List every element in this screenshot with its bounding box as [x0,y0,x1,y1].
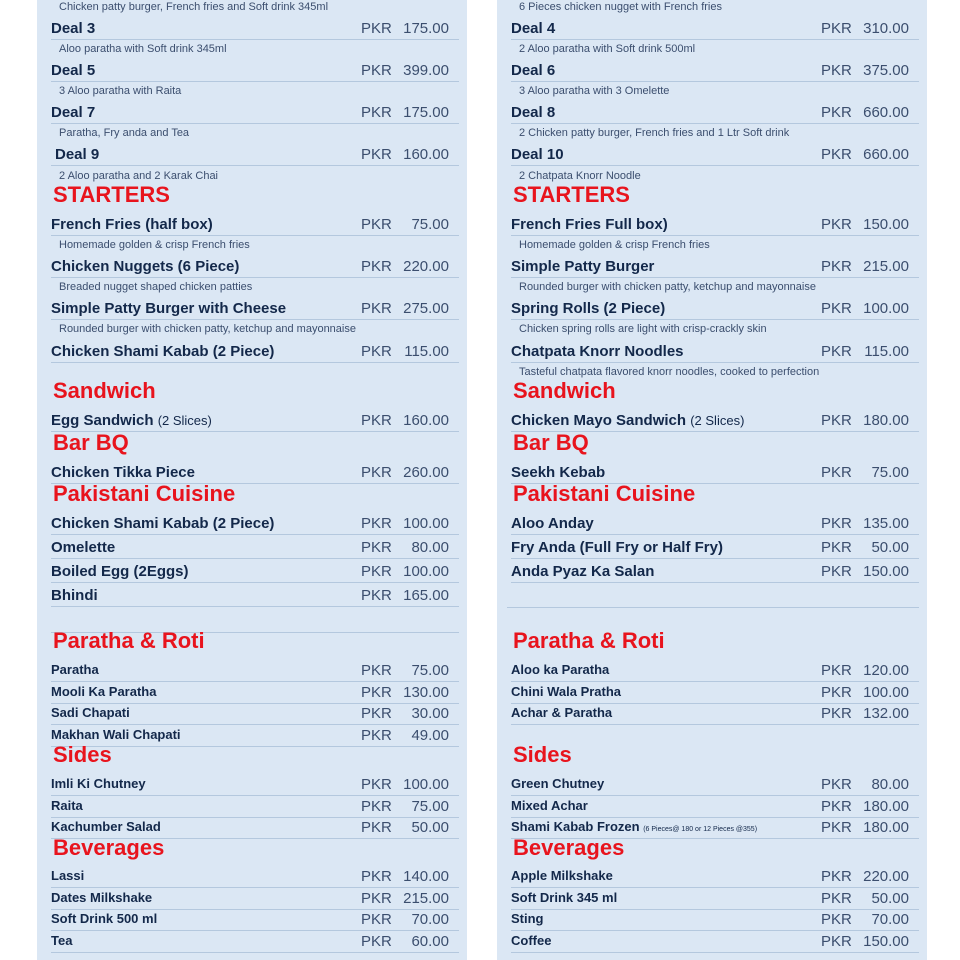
item-price: 180.00 [863,798,909,815]
currency-label: PKR [361,412,392,429]
item-price: 75.00 [871,464,909,481]
item-price: 215.00 [403,890,449,907]
menu-item-row [511,214,919,236]
item-name: Chini Wala Pratha [511,684,622,699]
item-name: Mooli Ka Paratha [51,684,157,699]
menu-item-row [511,682,919,704]
item-price: 275.00 [403,300,449,317]
section-title-sides: Sides [513,742,572,767]
menu-item-row [511,660,919,682]
section-title-barbq: Bar BQ [53,430,129,455]
currency-label: PKR [361,62,392,79]
menu-item-row [51,660,459,682]
item-name: Chicken Shami Kabab (2 Piece) [51,343,275,360]
item-name: Paratha [51,662,99,677]
row-divider [51,277,459,278]
menu-item-row [51,214,459,236]
item-price: 260.00 [403,464,449,481]
item-price: 75.00 [411,216,449,233]
section-title-beverages: Beverages [53,835,165,860]
menu-item-row [511,888,919,910]
currency-label: PKR [361,933,392,950]
item-price: 175.00 [403,104,449,121]
currency-label: PKR [361,911,392,928]
currency-label: PKR [821,819,852,836]
item-price: 160.00 [403,146,449,163]
row-divider [51,319,459,320]
item-name: Chicken Mayo Sandwich (2 Slices) [511,412,745,429]
row-divider [511,952,919,953]
menu-item-row [51,909,459,931]
menu-item-row [51,561,459,583]
row-divider [51,39,459,40]
menu-item-row [51,60,459,82]
menu-item-row [511,703,919,725]
row-divider [511,724,919,725]
item-price: 60.00 [411,933,449,950]
item-price: 100.00 [863,300,909,317]
menu-item-row [51,341,459,363]
currency-label: PKR [821,20,852,37]
menu-item-row [51,725,459,747]
menu-item-row [511,513,919,535]
section-title-starters: STARTERS [53,182,170,207]
currency-label: PKR [821,539,852,556]
section-title-sandwich: Sandwich [513,378,616,403]
menu-item-row [511,60,919,82]
item-price: 120.00 [863,662,909,679]
row-divider [511,81,919,82]
item-name: Sadi Chapati [51,705,130,720]
item-price: 150.00 [863,933,909,950]
row-divider [51,165,459,166]
menu-item-row [51,298,459,320]
item-description: Tasteful chatpata flavored knorr noodles, cooked to perfection [519,366,820,378]
item-price: 80.00 [411,539,449,556]
item-price: 70.00 [871,911,909,928]
currency-label: PKR [821,662,852,679]
section-title-sides: Sides [53,742,112,767]
item-price: 660.00 [863,146,909,163]
currency-label: PKR [361,464,392,481]
currency-label: PKR [821,798,852,815]
menu-item-row [51,888,459,910]
menu-item-row [51,585,459,607]
item-name: Omelette [51,539,116,556]
currency-label: PKR [821,216,852,233]
item-name: Imli Ki Chutney [51,776,146,791]
item-name: Deal 5 [51,62,96,79]
menu-item-row [511,341,919,363]
item-description: Aloo paratha with Soft drink 345ml [59,43,227,55]
item-price: 150.00 [863,216,909,233]
item-name: Fry Anda (Full Fry or Half Fry) [511,539,723,556]
currency-label: PKR [361,258,392,275]
currency-label: PKR [821,300,852,317]
item-name: Deal 7 [51,104,96,121]
currency-label: PKR [821,343,852,360]
row-divider [511,165,919,166]
menu-column-right [497,0,927,960]
row-divider [511,558,919,559]
row-divider [51,362,459,363]
row-divider [51,558,459,559]
currency-label: PKR [821,146,852,163]
item-price: 375.00 [863,62,909,79]
currency-label: PKR [361,798,392,815]
currency-label: PKR [821,412,852,429]
item-name: Soft Drink 345 ml [511,890,618,905]
item-description: Chicken patty burger, French fries and Soft drink 345ml [59,1,329,13]
item-price: 132.00 [863,705,909,722]
item-name: Deal 6 [511,62,556,79]
item-price: 49.00 [411,727,449,744]
section-title-paratha: Paratha & Roti [513,628,665,653]
currency-label: PKR [361,20,392,37]
row-divider [51,606,459,607]
item-description: Paratha, Fry anda and Tea [59,127,190,139]
currency-label: PKR [821,776,852,793]
menu-item-row [51,866,459,888]
item-price: 50.00 [411,819,449,836]
menu-item-row [511,144,919,166]
item-name: Chicken Nuggets (6 Piece) [51,258,240,275]
item-description: Homemade golden & crisp French fries [59,239,250,251]
item-price: 135.00 [863,515,909,532]
item-price: 310.00 [863,20,909,37]
item-description: Chicken spring rolls are light with crisp-crackly skin [519,323,767,335]
currency-label: PKR [361,146,392,163]
row-divider [511,534,919,535]
item-name: Soft Drink 500 ml [51,911,158,926]
currency-label: PKR [361,819,392,836]
menu-item-row [511,537,919,559]
item-price: 160.00 [403,412,449,429]
item-name: Sting [511,911,544,926]
item-price: 50.00 [871,890,909,907]
item-price: 50.00 [871,539,909,556]
item-name: Deal 3 [51,20,96,37]
item-price: 399.00 [403,62,449,79]
item-name: Makhan Wali Chapati [51,727,181,742]
item-note: (2 Slices) [690,413,745,428]
section-title-barbq: Bar BQ [513,430,589,455]
item-name: Deal 9 [55,146,100,163]
menu-item-row [51,703,459,725]
menu-item-row [511,410,919,432]
section-title-beverages: Beverages [513,835,625,860]
row-divider [511,277,919,278]
menu-item-row [511,102,919,124]
item-name: Simple Patty Burger with Cheese [51,300,287,317]
currency-label: PKR [821,464,852,481]
item-price: 150.00 [863,563,909,580]
currency-label: PKR [821,933,852,950]
row-divider [51,123,459,124]
menu-item-row [51,102,459,124]
item-price: 100.00 [403,515,449,532]
item-name: Bhindi [51,587,98,604]
item-price: 215.00 [863,258,909,275]
row-divider [511,235,919,236]
currency-label: PKR [821,258,852,275]
row-divider [51,534,459,535]
item-name: Achar & Paratha [511,705,613,720]
item-description: 3 Aloo paratha with Raita [59,85,182,97]
menu-item-row [511,774,919,796]
item-price: 80.00 [871,776,909,793]
item-price: 660.00 [863,104,909,121]
row-divider [51,746,459,747]
currency-label: PKR [361,216,392,233]
item-note: (6 Pieces@ 180 or 12 Pieces @355) [643,826,758,833]
currency-label: PKR [821,104,852,121]
item-name: Kachumber Salad [51,819,161,834]
item-name: Chatpata Knorr Noodles [511,343,684,360]
currency-label: PKR [361,868,392,885]
item-description: Breaded nugget shaped chicken patties [59,281,253,293]
menu-column-left [37,0,467,960]
currency-label: PKR [821,890,852,907]
item-price: 100.00 [403,563,449,580]
item-price: 75.00 [411,662,449,679]
item-name: Apple Milkshake [511,868,613,883]
item-name: Coffee [511,933,552,948]
menu-item-row [511,909,919,931]
menu-item-row [51,931,459,953]
section-divider [507,607,919,608]
menu-item-row [511,18,919,40]
item-name: Spring Rolls (2 Piece) [511,300,666,317]
currency-label: PKR [361,684,392,701]
currency-label: PKR [821,563,852,580]
item-name: Lassi [51,868,85,883]
item-name: Simple Patty Burger [511,258,655,275]
menu-item-row [51,537,459,559]
section-title-pakistani: Pakistani Cuisine [513,481,696,506]
item-price: 140.00 [403,868,449,885]
item-name: Chicken Tikka Piece [51,464,195,481]
currency-label: PKR [821,705,852,722]
item-description: Homemade golden & crisp French fries [519,239,710,251]
currency-label: PKR [361,705,392,722]
item-price: 175.00 [403,20,449,37]
row-divider [511,319,919,320]
row-divider [51,81,459,82]
menu-item-row [51,144,459,166]
row-divider [511,39,919,40]
currency-label: PKR [361,662,392,679]
item-name: Mixed Achar [511,798,588,813]
menu-item-row [511,256,919,278]
menu-item-row [51,682,459,704]
menu-item-row [511,561,919,583]
row-divider [511,582,919,583]
item-name: Aloo ka Paratha [511,662,610,677]
item-name: Boiled Egg (2Eggs) [51,563,189,580]
currency-label: PKR [361,890,392,907]
menu-item-row [51,256,459,278]
item-name: Green Chutney [511,776,605,791]
menu-item-row [511,931,919,953]
row-divider [511,123,919,124]
currency-label: PKR [361,343,392,360]
item-description: 2 Chicken patty burger, French fries and 1 Ltr Soft drink [519,127,790,139]
menu-item-row [51,796,459,818]
item-price: 75.00 [411,798,449,815]
menu-item-row [511,866,919,888]
item-price: 180.00 [863,412,909,429]
currency-label: PKR [361,563,392,580]
item-name: Aloo Anday [511,515,594,532]
item-name: French Fries Full box) [511,216,668,233]
item-description: Rounded burger with chicken patty, ketchup and mayonnaise [519,281,816,293]
item-price: 220.00 [403,258,449,275]
item-description: 6 Pieces chicken nugget with French fries [519,1,722,13]
item-name: Raita [51,798,83,813]
item-price: 115.00 [864,343,909,360]
menu-item-row [51,513,459,535]
item-description: 2 Aloo paratha and 2 Karak Chai [59,170,219,182]
currency-label: PKR [361,727,392,744]
currency-label: PKR [361,776,392,793]
section-title-sandwich: Sandwich [53,378,156,403]
row-divider [51,952,459,953]
item-name: French Fries (half box) [51,216,213,233]
currency-label: PKR [821,911,852,928]
row-divider [51,235,459,236]
item-price: 115.00 [404,343,449,360]
item-price: 165.00 [403,587,449,604]
currency-label: PKR [361,539,392,556]
menu-item-row [51,18,459,40]
item-name: Seekh Kebab [511,464,606,481]
item-description: 3 Aloo paratha with 3 Omelette [519,85,670,97]
item-description: Rounded burger with chicken patty, ketchup and mayonnaise [59,323,356,335]
menu-item-row [51,774,459,796]
section-title-pakistani: Pakistani Cuisine [53,481,236,506]
currency-label: PKR [361,515,392,532]
item-price: 100.00 [403,776,449,793]
row-divider [51,582,459,583]
currency-label: PKR [361,300,392,317]
menu-item-row [511,796,919,818]
item-name: Deal 10 [511,146,564,163]
item-description: 2 Chatpata Knorr Noodle [519,170,641,182]
item-name: Chicken Shami Kabab (2 Piece) [51,515,275,532]
menu-item-row [51,410,459,432]
item-price: 130.00 [403,684,449,701]
row-divider [511,362,919,363]
item-price: 30.00 [411,705,449,722]
item-price: 220.00 [863,868,909,885]
item-name: Shami Kabab Frozen (6 Pieces@ 180 or 12 Pieces @355) [511,819,758,834]
item-price: 180.00 [863,819,909,836]
item-price: 100.00 [863,684,909,701]
currency-label: PKR [361,104,392,121]
item-name: Dates Milkshake [51,890,153,905]
item-price: 70.00 [411,911,449,928]
item-name: Anda Pyaz Ka Salan [511,563,655,580]
item-note: (2 Slices) [157,413,212,428]
section-title-starters: STARTERS [513,182,630,207]
item-name: Deal 8 [511,104,556,121]
item-name: Tea [51,933,73,948]
currency-label: PKR [821,684,852,701]
item-description: 2 Aloo paratha with Soft drink 500ml [519,43,696,55]
currency-label: PKR [821,868,852,885]
currency-label: PKR [821,515,852,532]
currency-label: PKR [361,587,392,604]
item-name: Deal 4 [511,20,556,37]
section-title-paratha: Paratha & Roti [53,628,205,653]
menu-item-row [511,298,919,320]
currency-label: PKR [821,62,852,79]
item-name: Egg Sandwich (2 Slices) [51,412,212,429]
